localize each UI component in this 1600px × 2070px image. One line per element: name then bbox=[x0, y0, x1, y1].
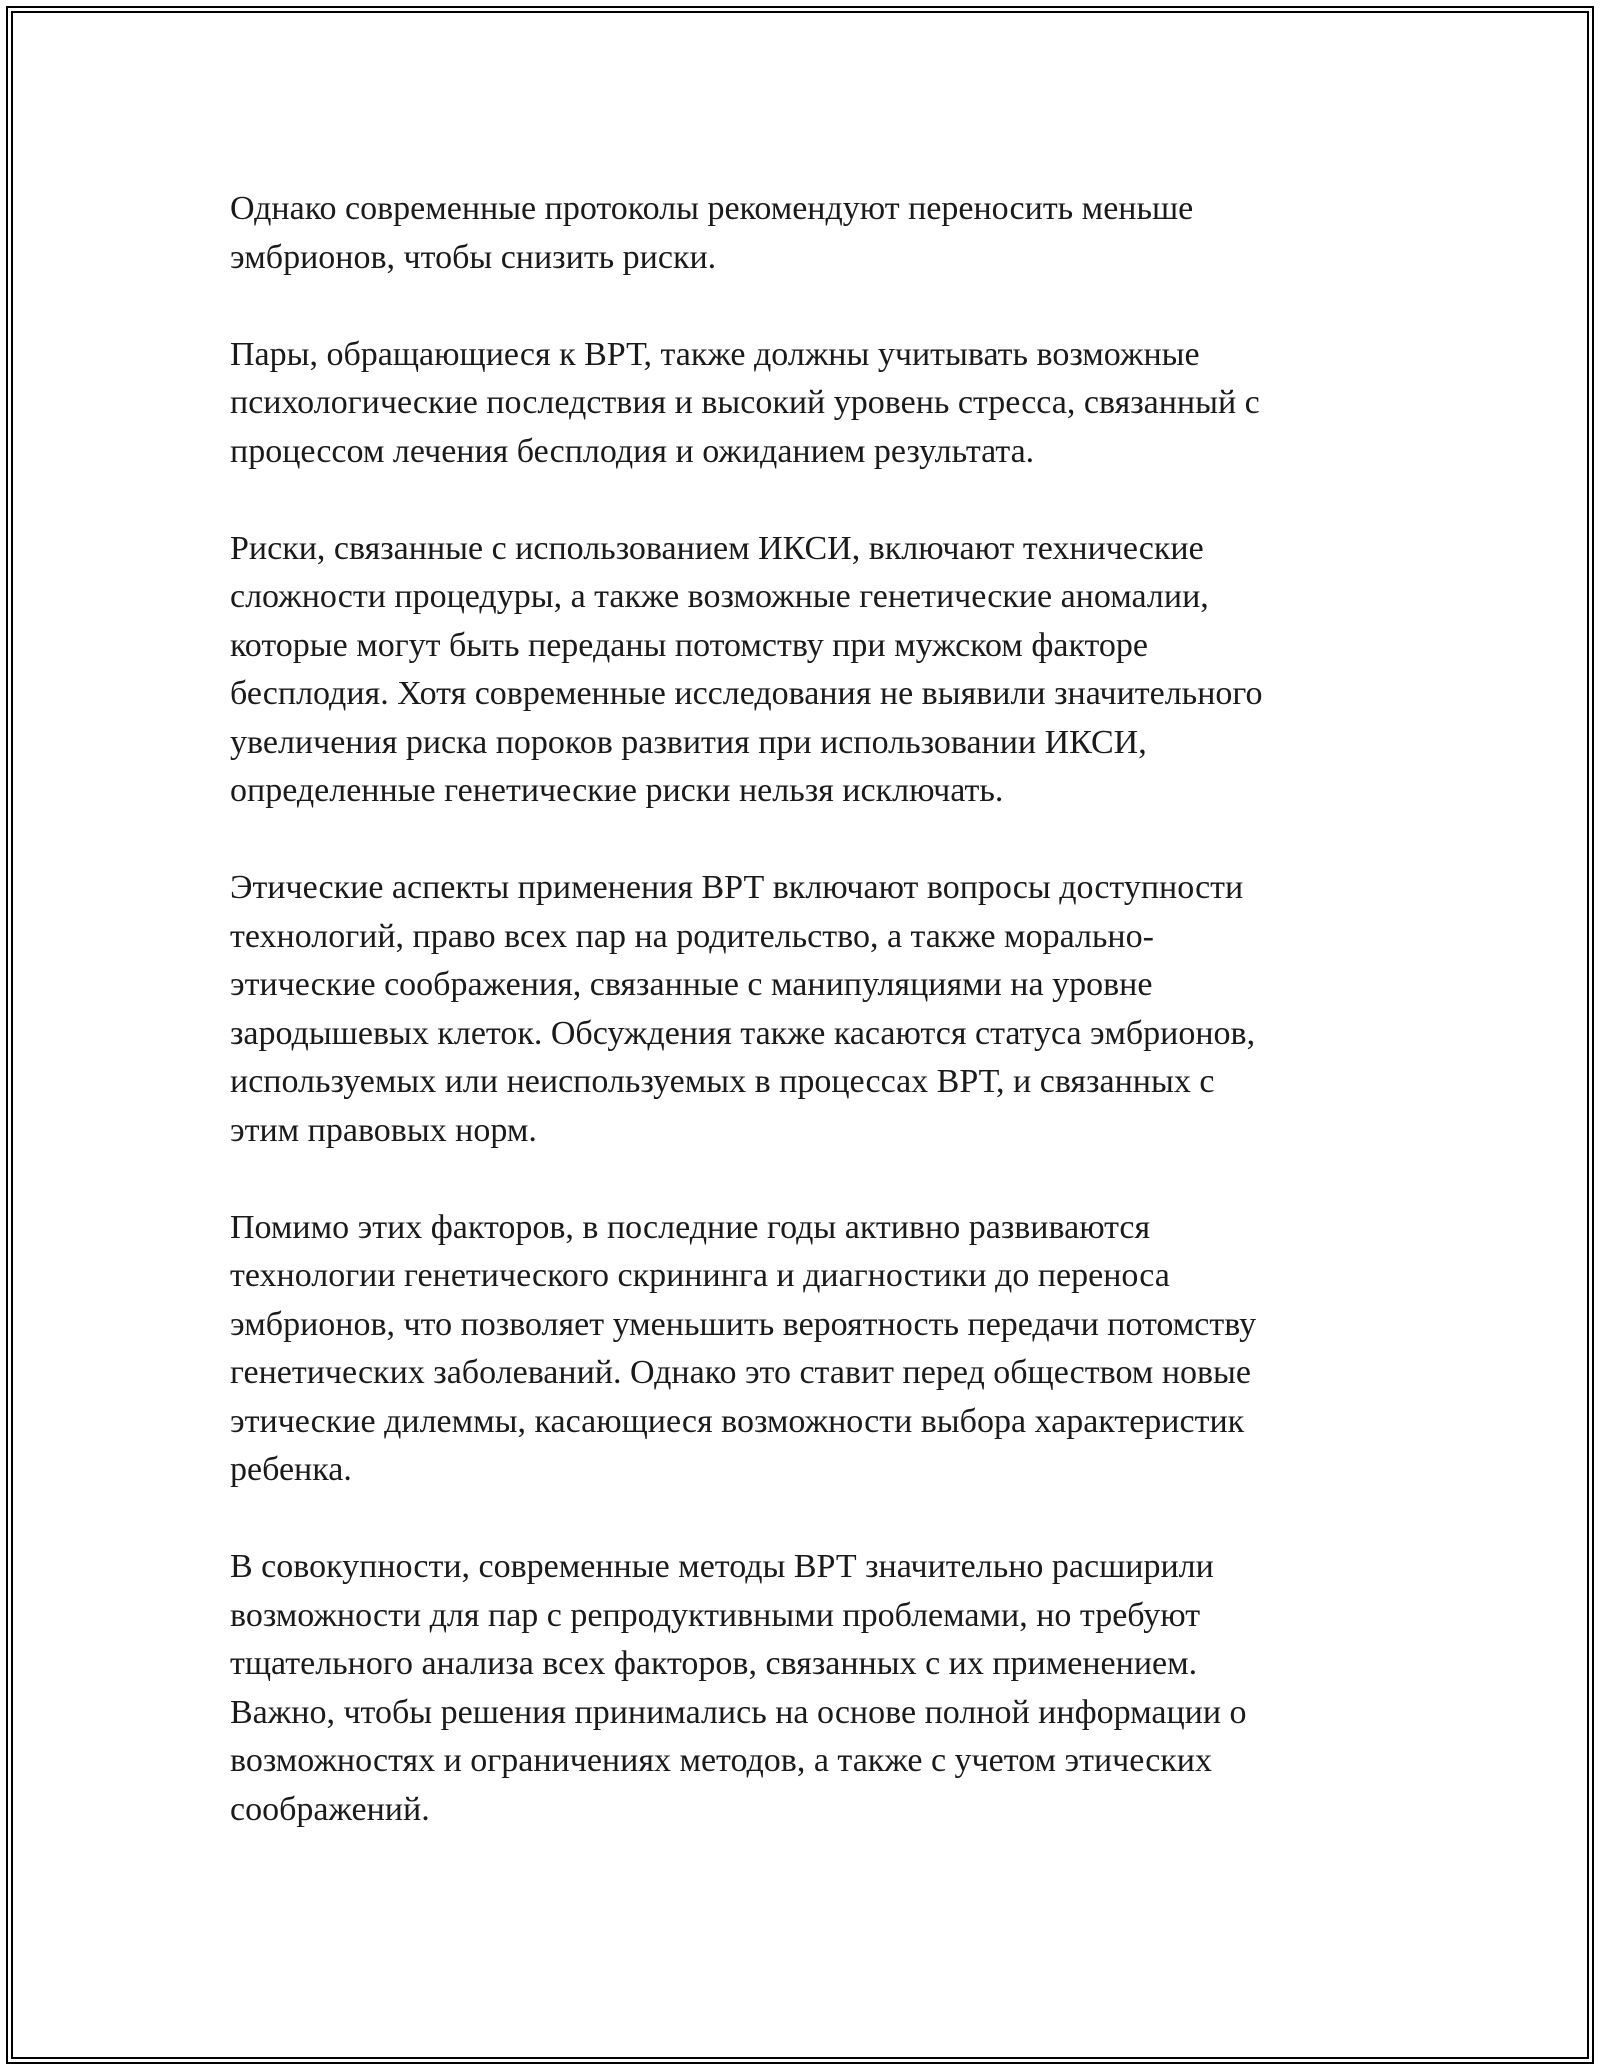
text-line: эмбрионов, что позволяет уменьшить вероятность передачи потомству bbox=[230, 1305, 1257, 1343]
text-line: тщательного анализа всех факторов, связанных с их применением. bbox=[230, 1645, 1198, 1682]
text-line: технологий, право всех пар на родительство, а также морально- bbox=[230, 917, 1154, 955]
paragraph-conclusion bbox=[230, 1543, 1380, 1834]
text-line: генетических заболеваний. Однако это ставит перед обществом новые bbox=[230, 1354, 1251, 1391]
text-line: Важно, чтобы решения принимались на основе полной информации о bbox=[230, 1693, 1247, 1731]
paragraph-ethical-aspects bbox=[230, 864, 1380, 1155]
text-line: Однако современные протоколы рекомендуют переносить меньше bbox=[230, 190, 1194, 227]
text-line: которые могут быть переданы потомству при мужском факторе bbox=[230, 626, 1149, 664]
text-line: бесплодия. Хотя современные исследования не выявили значительного bbox=[230, 675, 1263, 712]
paragraph-risks-embryo-transfer bbox=[230, 185, 1380, 282]
paragraph-psychological-effects bbox=[230, 331, 1380, 477]
text-line: Помимо этих факторов, в последние годы активно развиваются bbox=[230, 1208, 1151, 1246]
text-line: Риски, связанные с использованием ИКСИ, включают технические bbox=[230, 529, 1204, 567]
document-body bbox=[230, 185, 1380, 1883]
text-line: эмбрионов, чтобы снизить риски. bbox=[230, 238, 717, 276]
text-line: психологические последствия и высокий уровень стресса, связанный с bbox=[230, 384, 1260, 421]
text-line: технологии генетического скрининга и диагностики до переноса bbox=[230, 1257, 1170, 1294]
text-line: этим правовых норм. bbox=[230, 1111, 537, 1149]
text-line: Пары, обращающиеся к ВРТ, также должны учитывать возможные bbox=[230, 335, 1200, 373]
text-line: соображений. bbox=[230, 1790, 430, 1828]
text-line: увеличения риска пороков развития при использовании ИКСИ, bbox=[230, 723, 1147, 761]
paragraph-genetic-screening bbox=[230, 1204, 1380, 1495]
text-line: определенные генетические риски нельзя исключать. bbox=[230, 772, 1004, 809]
text-line: ребенка. bbox=[230, 1451, 352, 1488]
text-line: сложности процедуры, а также возможные генетические аномалии, bbox=[230, 578, 1209, 615]
text-line: В совокупности, современные методы ВРТ значительно расширили bbox=[230, 1548, 1214, 1585]
text-line: Этические аспекты применения ВРТ включают вопросы доступности bbox=[230, 869, 1244, 906]
text-line: этические дилеммы, касающиеся возможности выбора характеристик bbox=[230, 1402, 1245, 1440]
text-line: возможностях и ограничениях методов, а также с учетом этических bbox=[230, 1742, 1212, 1779]
text-line: используемых или неиспользуемых в процессах ВРТ, и связанных с bbox=[230, 1063, 1215, 1100]
text-line: процессом лечения бесплодия и ожиданием результата. bbox=[230, 432, 1035, 470]
text-line: этические соображения, связанные с манипуляциями на уровне bbox=[230, 966, 1153, 1003]
text-line: возможности для пар с репродуктивными проблемами, но требуют bbox=[230, 1596, 1201, 1634]
text-line: зародышевых клеток. Обсуждения также касаются статуса эмбрионов, bbox=[230, 1014, 1256, 1052]
paragraph-icsi-risks bbox=[230, 525, 1380, 816]
